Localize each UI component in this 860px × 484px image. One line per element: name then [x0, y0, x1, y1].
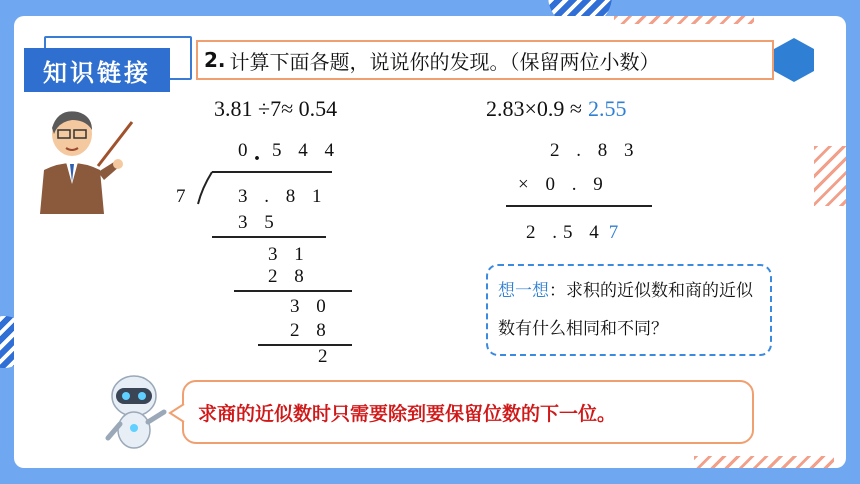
product — [526, 222, 624, 244]
division-bracket — [196, 170, 216, 206]
division-step-3: 2 8 — [268, 266, 310, 287]
deco-stripes-bottom — [694, 456, 834, 468]
division-remainder: 2 — [318, 346, 334, 367]
division-line-1 — [212, 236, 326, 238]
deco-stripes-top — [614, 16, 754, 24]
multiplication-equation — [486, 96, 626, 122]
division-step-4: 3 0 — [290, 296, 332, 317]
quotient-digit0: 0 — [238, 140, 254, 161]
question-box — [196, 40, 774, 80]
division-line-3 — [258, 344, 352, 346]
think-text: ：求积的近似数和商的近似数有什么相同和不同？ — [498, 281, 753, 339]
multiplication-line — [506, 205, 652, 207]
division-step-1: 3 5 — [238, 212, 280, 233]
section-tag-label: 知识链接 — [24, 48, 170, 92]
tip-bubble-pointer — [168, 402, 186, 424]
multiplier: × 0 . 9 — [518, 174, 609, 195]
division-equation: 3.81 ÷7≈ 0.54 — [214, 96, 338, 121]
deco-stripes-right — [814, 146, 846, 206]
divisor: 7 — [176, 186, 192, 207]
question-text: 计算下面各题，说说你的发现。（保留两位小数） — [229, 49, 660, 74]
think-label: 想一想 — [498, 281, 549, 301]
product-last-digit: 7 — [608, 222, 625, 243]
division-bar — [212, 171, 332, 173]
multiplication-equation-prefix: 2.83×0.9 ≈ — [486, 96, 582, 121]
hexagon-icon — [772, 36, 816, 84]
multiplication-answer: 2.55 — [587, 96, 627, 121]
robot-illustration — [100, 372, 172, 454]
tip-bubble: 求商的近似数时只需要除到要保留位数的下一位。 — [182, 380, 754, 444]
multiplicand: 2 . 8 3 — [550, 140, 640, 161]
division-line-2 — [234, 290, 352, 292]
section-tag — [18, 30, 170, 92]
think-box — [486, 264, 772, 356]
division-step-2: 3 1 — [268, 244, 310, 265]
dividend: 3 . 8 1 — [238, 186, 328, 207]
quotient-rest: 5 4 4 — [272, 140, 340, 161]
quotient-dot: . — [254, 140, 266, 166]
division-step-5: 2 8 — [290, 320, 332, 341]
question-number: 2. — [204, 48, 226, 72]
product-prefix: 2 .5 4 — [526, 222, 605, 243]
teacher-illustration — [28, 104, 148, 214]
